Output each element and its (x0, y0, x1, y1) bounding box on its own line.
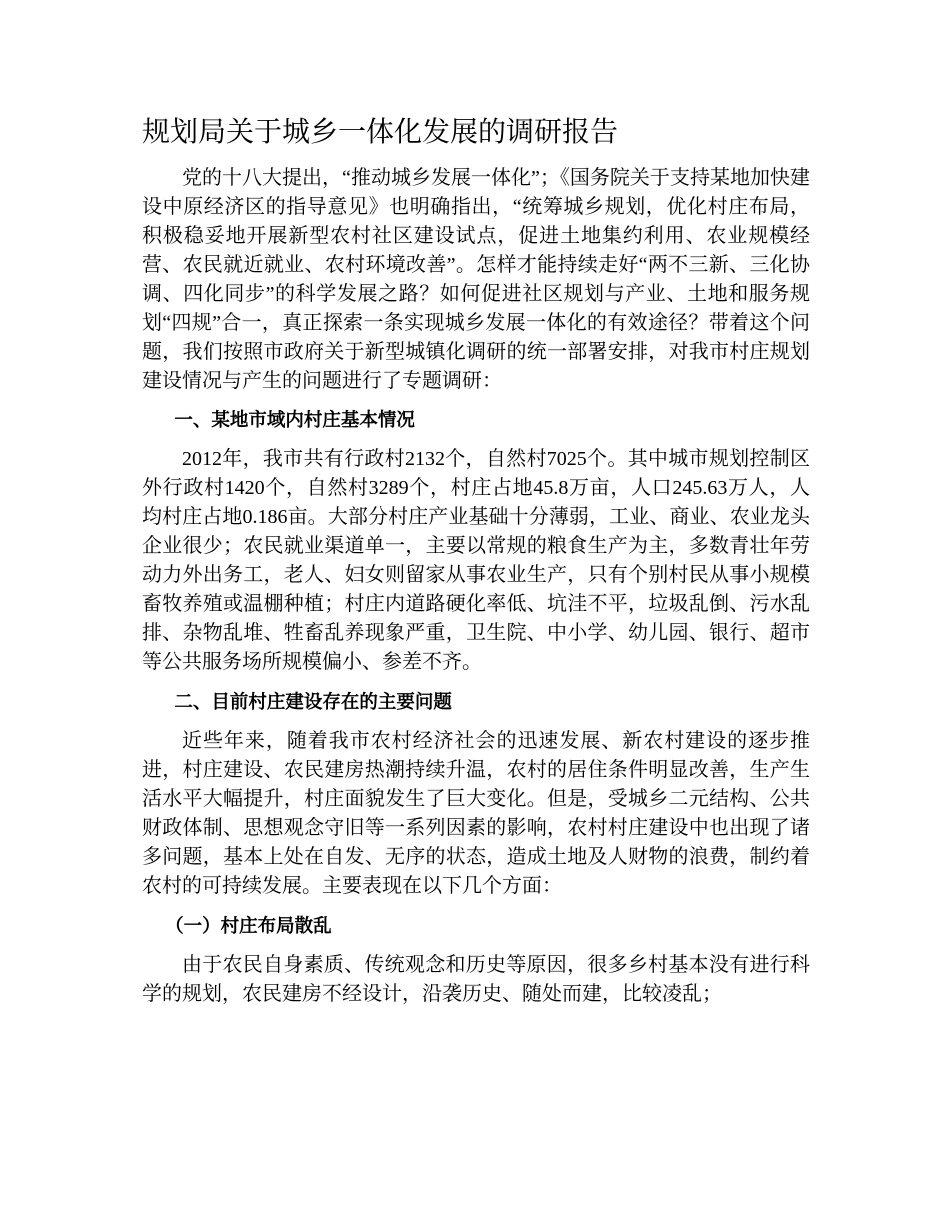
document-page (142, 110, 810, 1009)
section-1-paragraph: 2012年，我市共有行政村2132个，自然村7025个。其中城市规划控制区外行政村1420个，自然村3289个，村庄占地45.8万亩，人口245.63万人，人均村庄占地0.186亩。大部分村庄产业基础十分薄弱，工业、商业、农业龙头企业很少；农民就业渠道单一，主要以常规的粮食生产为主，多数青壮年劳动力外出务工，老人、妇女则留家从事农业生产，只有个别村民从事小规模畜牧养殖或温棚种植；村庄内道路硬化率低、坑洼不平，垃圾乱倒、污水乱排、杂物乱堆、牲畜乱养现象严重，卫生院、中小学、幼儿园、银行、超市等公共服务场所规模偏小、参差不齐。 (142, 448, 810, 673)
intro-paragraph: 党的十八大提出，“推动城乡发展一体化”；《国务院关于支持某地加快建设中原经济区的指导意见》也明确指出，“统筹城乡规划，优化村庄布局，积极稳妥地开展新型农村社区建设试点，促进土地集约利用、农业规模经营、农民就近就业、农村环境改善”。怎样才能持续走好“两不三新、三化协调、四化同步”的科学发展之路？如何促进社区规划与产业、土地和服务规划“四规”合一，真正探索一条实现城乡发展一体化的有效途径？带着这个问题，我们按照市政府关于新型城镇化调研的统一部署安排，对我市村庄规划建设情况与产生的问题进行了专题调研： (142, 167, 810, 392)
section-heading-2: 二、目前村庄建设存在的主要问题 (174, 692, 452, 713)
section-heading-1: 一、某地市域内村庄基本情况 (174, 410, 415, 431)
section-2-paragraph: 近些年来，随着我市农村经济社会的迅速发展、新农村建设的逐步推进，村庄建设、农民建房热潮持续升温，农村的居住条件明显改善，生产生活水平大幅提升，村庄面貌发生了巨大变化。但是，受城乡二元结构、公共财政体制、思想观念守旧等一系列因素的影响，农村村庄建设中也出现了诸多问题，基本上处在自发、无序的状态，造成土地及人财物的浪费，制约着农村的可持续发展。主要表现在以下几个方面： (142, 730, 810, 897)
document-title: 规划局关于城乡一体化发展的调研报告 (142, 115, 619, 148)
subsection-heading-1: （一）村庄布局散乱 (165, 916, 332, 937)
subsection-1-paragraph: 由于农民自身素质、传统观念和历史等原因，很多乡村基本没有进行科学的规划，农民建房不经设计，沿袭历史、随处而建，比较凌乱； (142, 954, 810, 1005)
